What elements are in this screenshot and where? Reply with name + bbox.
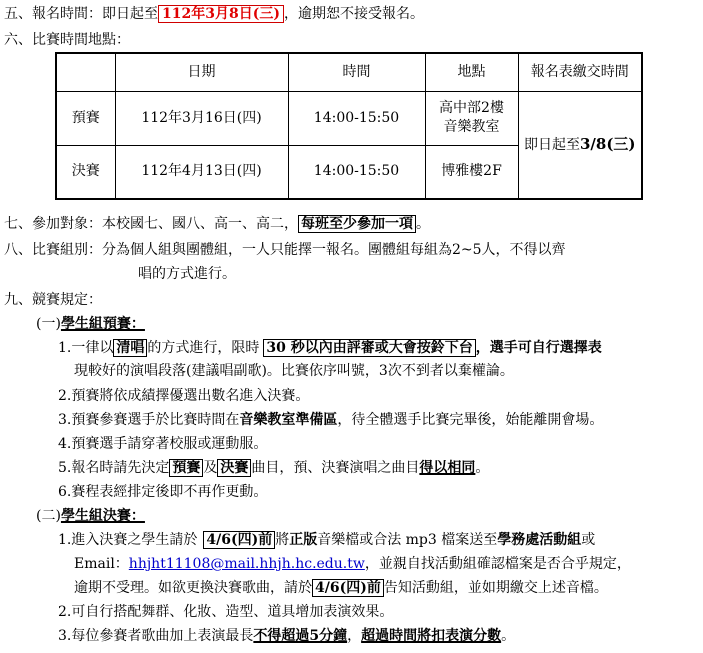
subsection-a-heading — [36, 314, 145, 334]
rule-a1-line-1 — [58, 338, 602, 358]
rule-text: ， — [347, 628, 362, 644]
rule-highlight: 4/6(四)前 — [312, 579, 384, 597]
section-5-tail: ，逾期恕不接受報名。 — [283, 6, 424, 22]
table-header: 地點 — [425, 53, 518, 91]
section-7-label: 七、參加對象：本校國七、國八、高一、高二， — [4, 216, 298, 232]
rule-highlight: 正版 — [289, 532, 318, 548]
rule-highlight: 音樂教室準備區 — [239, 412, 338, 428]
rule-a2: 2.預賽將依成績擇優選出數名進入決賽。 — [58, 388, 310, 404]
table-header: 日期 — [115, 53, 288, 91]
rule-text: 音樂檔或合法 mp3 檔案送至 — [317, 532, 498, 548]
date-cell: 112年4月13日(四) — [115, 145, 288, 199]
rule-text: 及 — [203, 460, 218, 476]
date-cell: 112年3月16日(四) — [115, 91, 288, 145]
registration-deadline: 112年3月8日(三) — [158, 5, 284, 23]
rule-highlight: 超過時間將扣表演分數 — [361, 628, 502, 644]
rule-highlight: 清唱 — [113, 339, 147, 357]
rule-text: 一律以 — [71, 340, 114, 356]
subsection-b-heading — [36, 506, 145, 526]
table-header-row — [56, 53, 642, 91]
deadline-prefix: 即日起至 — [523, 136, 580, 153]
stage-cell: 決賽 — [56, 145, 115, 199]
rule-text: ，並親自找活動組確認檔案是否合乎規定， — [364, 556, 631, 572]
place-cell — [425, 91, 518, 145]
rule-a5 — [58, 458, 489, 478]
rule-text: 的方式進行，限時 — [147, 340, 260, 356]
rule-b2: 2.可自行搭配舞群、化妝、造型、道具增加表演效果。 — [58, 604, 394, 620]
rule-a3 — [58, 410, 603, 430]
rule-text: ，選手可自行選擇表 — [475, 340, 602, 356]
deadline-cell — [518, 91, 642, 199]
rule-text: 曲目，預、決賽演唱之曲目 — [251, 460, 420, 476]
rule-a6: 6.賽程表經排定後即不再作更動。 — [58, 484, 268, 500]
table-header: 時間 — [288, 53, 425, 91]
time-cell: 14:00-15:50 — [288, 91, 425, 145]
schedule-table — [55, 52, 643, 200]
participation-requirement: 每班至少參加一項 — [298, 215, 416, 233]
rule-text: 。 — [501, 628, 516, 644]
rule-highlight: 4/6(四)前 — [203, 531, 275, 549]
rule-highlight: 30 秒以內由評審或大會按鈴下台 — [263, 339, 475, 357]
stage-cell: 預賽 — [56, 91, 115, 145]
rule-a4: 4.預賽選手請穿著校服或運動服。 — [58, 436, 268, 452]
rule-text: 3.每位參賽者歌曲加上表演最長 — [58, 628, 254, 644]
section-6-label: 六、比賽時間地點： — [4, 32, 130, 48]
subsection-b-title: 學生組決賽： — [60, 508, 145, 524]
rule-text: 5.報名時請先決定 — [58, 460, 170, 476]
section-5-label: 五、報名時間：即日起至 — [4, 6, 158, 22]
time-cell: 14:00-15:50 — [288, 145, 425, 199]
rule-text: 或 — [581, 532, 596, 548]
deadline-date: 3/8(三) — [579, 134, 636, 153]
table-row — [56, 91, 642, 145]
rule-highlight: 不得超過5分鐘 — [253, 628, 348, 644]
rule-highlight: 得以相同 — [419, 460, 476, 476]
table-header: 報名表繳交時間 — [518, 53, 642, 91]
rule-text: 將 — [275, 532, 290, 548]
rule-text: 1.進入決賽之學生請於 — [58, 532, 198, 548]
rule-text: 。 — [475, 460, 490, 476]
section-5-registration-time — [4, 4, 424, 24]
place-cell: 博雅樓2F — [425, 145, 518, 199]
rule-a1-line-2: 現較好的演唱段落(建議唱副歌)。比賽依序叫號，3次不到者以棄權論。 — [74, 363, 514, 379]
rule-highlight: 學務處活動組 — [497, 532, 582, 548]
section-7-tail: 。 — [416, 216, 430, 232]
email-label: Email： — [74, 556, 129, 572]
email-link[interactable]: hhjht11108@mail.hhjh.hc.edu.tw — [128, 556, 365, 572]
subsection-a-prefix: (一) — [36, 316, 61, 332]
section-7-participants — [4, 214, 430, 234]
rule-b3 — [58, 626, 515, 646]
rule-text: ，待全體選手比賽完畢後，始能離開會場。 — [337, 412, 604, 428]
place-line: 音樂教室 — [443, 119, 500, 135]
rule-b1-line-2 — [74, 554, 631, 574]
section-8-line-1: 八、比賽組別：分為個人組與團體組，一人只能擇一報名。團體組每組為2~5人，不得以齊 — [4, 242, 566, 258]
rule-highlight: 預賽 — [169, 459, 203, 477]
rule-b1-line-3 — [74, 578, 608, 598]
rule-a1-number: 1. — [58, 340, 72, 356]
rule-text: 3.預賽參賽選手於比賽時間在 — [58, 412, 240, 428]
subsection-b-prefix: (二) — [36, 508, 61, 524]
rule-highlight: 決賽 — [217, 459, 251, 477]
table-header-blank — [56, 53, 115, 91]
rule-text: 告知活動組，並如期繳交上述音檔。 — [383, 580, 608, 596]
place-line: 高中部2樓 — [439, 100, 504, 116]
rule-b1-line-1 — [58, 530, 595, 550]
section-8-line-2: 唱的方式進行。 — [138, 266, 236, 282]
section-9-label: 九、競賽規定： — [4, 292, 102, 308]
subsection-a-title: 學生組預賽： — [60, 316, 145, 332]
rule-text: 逾期不受理。如欲更換決賽歌曲，請於 — [74, 580, 312, 596]
